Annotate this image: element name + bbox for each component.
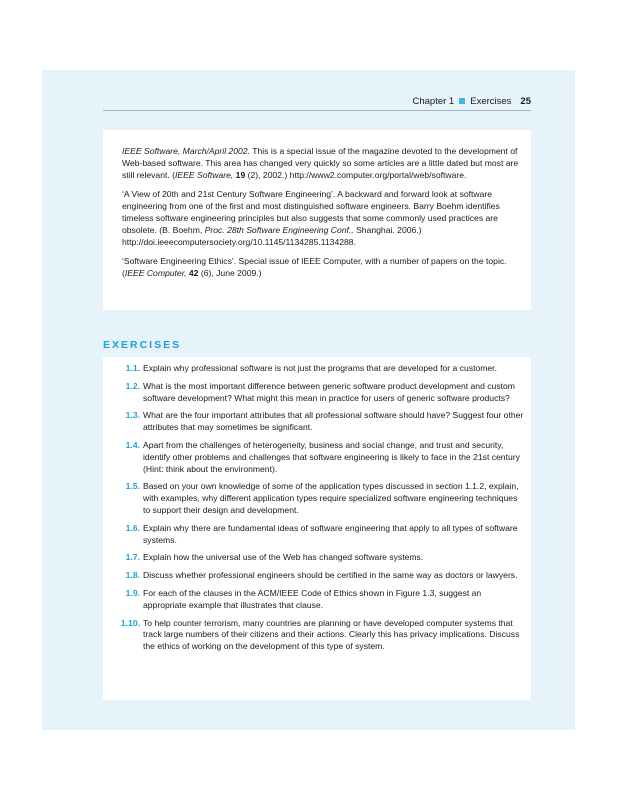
- reference-ethics: ‘Software Engineering Ethics’. Special issue of IEEE Computer, with a number of papers on the topic. (IEEE Computer, 42 (6), June 2009.): [122, 255, 507, 278]
- exercises-heading: EXERCISES: [103, 339, 182, 351]
- exercise-text: Explain why professional software is not just the programs that are developed for a customer.: [143, 363, 497, 373]
- exercise-item: [103, 570, 525, 582]
- exercise-number: 1.6.: [125, 522, 140, 533]
- exercise-text: Based on your own knowledge of some of the application types discussed in section 1.1.2, explain, with examples, why different application types require specialized software engineering techniques to support their design and development.: [143, 481, 519, 515]
- exercise-item: [103, 440, 525, 475]
- further-reading-box: [103, 130, 531, 310]
- reference-boehm: ‘A View of 20th and 21st Century Software Engineering’. A backward and forward look at software engineering from one of the first and most distinguished software engineers. Barry Boehm identifies timeless software engineering principles but also suggests that some commonly used practices are obsolete. (B. Boehm, Proc. 28th Software Engineering Conf., Shanghai. 2006.) http://doi.ieeecomputersociety.org/10.1145/1134285.1134288.: [122, 188, 500, 248]
- exercise-item: [103, 523, 525, 547]
- exercise-text: Apart from the challenges of heterogeneity, business and social change, and trust and security, identify other problems and challenges that software engineering is likely to face in the 21st century (Hint: think about the environment).: [143, 439, 520, 474]
- exercise-number: 1.1.: [125, 363, 140, 373]
- exercise-text: Discuss whether professional engineers should be certified in the same way as doctors or lawyers.: [143, 570, 518, 581]
- exercise-list: [103, 357, 531, 653]
- section-label: Exercises: [470, 96, 512, 107]
- exercise-number: 1.10.: [120, 617, 140, 628]
- exercise-item: [103, 363, 525, 375]
- exercise-text: Explain how the universal use of the Web has changed software systems.: [143, 552, 424, 563]
- exercise-item: [103, 588, 525, 612]
- chapter-label: Chapter 1: [412, 96, 455, 107]
- exercise-number: 1.7.: [125, 552, 140, 563]
- exercise-item: [103, 618, 525, 653]
- exercises-box: [103, 357, 531, 700]
- exercise-text: What is the most important difference between generic software product development and custom software development? What might this mean in practice for users of generic software products?: [143, 380, 515, 403]
- exercise-item: [103, 381, 525, 405]
- exercise-number: 1.3.: [125, 410, 140, 421]
- exercise-text: For each of the clauses in the ACM/IEEE Code of Ethics shown in Figure 1.3, suggest an appropriate example that illustrates that clause.: [143, 587, 482, 610]
- page-number: 25: [520, 96, 531, 107]
- exercise-number: 1.9.: [125, 587, 140, 598]
- square-separator-icon: [459, 98, 465, 104]
- exercise-number: 1.4.: [125, 439, 140, 450]
- exercise-number: 1.5.: [125, 481, 140, 492]
- exercise-item: [103, 552, 525, 564]
- exercise-number: 1.2.: [125, 380, 140, 391]
- reference-ieee-software: IEEE Software, March/April 2002. This is a special issue of the magazine devoted to the development of Web-based software. This area has changed very quickly so some articles are a little dated but most are still relevant. (IEEE Software, 19 (2), 2002.) http://www2.computer.org/portal/web/software.: [122, 146, 519, 181]
- exercise-number: 1.8.: [125, 570, 140, 581]
- exercise-text: To help counter terrorism, many countries are planning or have developed computer systems that track large numbers of their citizens and their actions. Clearly this has privacy implications. Discuss the ethics of working on the development of this type of system.: [143, 617, 520, 652]
- exercise-item: [103, 410, 525, 434]
- exercise-text: Explain why there are fundamental ideas of software engineering that apply to all types of software systems.: [143, 522, 518, 545]
- exercise-text: What are the four important attributes that all professional software should have? Suggest four other attributes that may sometimes be significant.: [143, 410, 524, 433]
- running-head: [103, 96, 531, 111]
- exercise-item: [103, 481, 525, 516]
